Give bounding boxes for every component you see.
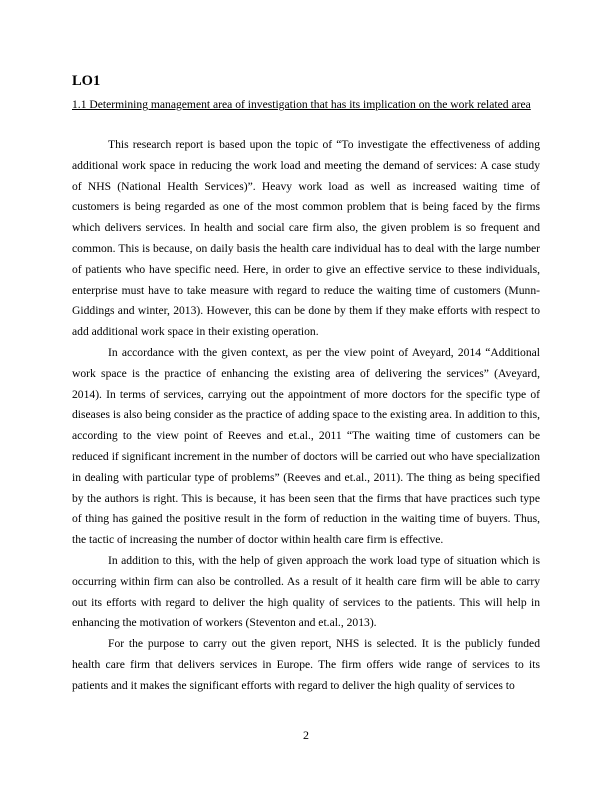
paragraph: This research report is based upon the topic of “To investigate the effectiveness of adding additional work space in reducing the work load and meeting the demand of services: A case study of NHS (National Health Services)”. Heavy work load as well as increased waiting time of customers is being regarded as one of the most common problem that is being faced by the firms which delivers services. In health and social care firm also, the given problem is so frequent and common. This is because, on daily basis the health care individual has to deal with the large number of patients who have specific need. Here, in order to give an effective service to these individuals, enterprise must have to take measure with regard to reduce the waiting time of customers (Munn-Giddings and winter, 2013). However, this can be done by them if they make efforts with respect to add additional work space in their existing operation. <box>72 138 540 339</box>
paragraph: For the purpose to carry out the given report, NHS is selected. It is the publicly funded health care firm that delivers services in Europe. The firm offers wide range of services to its patients and it makes the significant efforts with regard to deliver the high quality of services to <box>72 637 540 692</box>
section-heading: LO1 <box>72 73 101 89</box>
paragraph: In accordance with the given context, as per the view point of Aveyard, 2014 “Additional work space is the practice of enhancing the existing area of delivering the services” (Aveyard, 2014). In terms of services, carrying out the appointment of more doctors for the specific type of diseases is also being consider as the practice of adding space to the existing area. In addition to this, according to the view point of Reeves and et.al., 2011 “The waiting time of customers can be reduced if significant increment in the number of doctors will be carried out who have specialization in dealing with particular type of problems” (Reeves and et.al., 2011). The thing as being specified by the authors is right. This is because, it has been seen that the firms that have practices such type of thing has gained the positive result in the form of reduction in the waiting time of buyers. Thus, the tactic of increasing the number of doctor within health care firm is effective. <box>72 345 540 547</box>
subsection-heading: 1.1 Determining management area of investigation that has its implication on the work related area <box>72 98 531 111</box>
page-number: 2 <box>303 728 309 742</box>
paragraph: In addition to this, with the help of given approach the work load type of situation which is occurring within firm can also be controlled. As a result of it health care firm will be able to carry out its efforts with regard to deliver the high quality of services to the patients. This will help in enhancing the motivation of workers (Steventon and et.al., 2013). <box>72 553 540 630</box>
body-text <box>72 135 540 697</box>
